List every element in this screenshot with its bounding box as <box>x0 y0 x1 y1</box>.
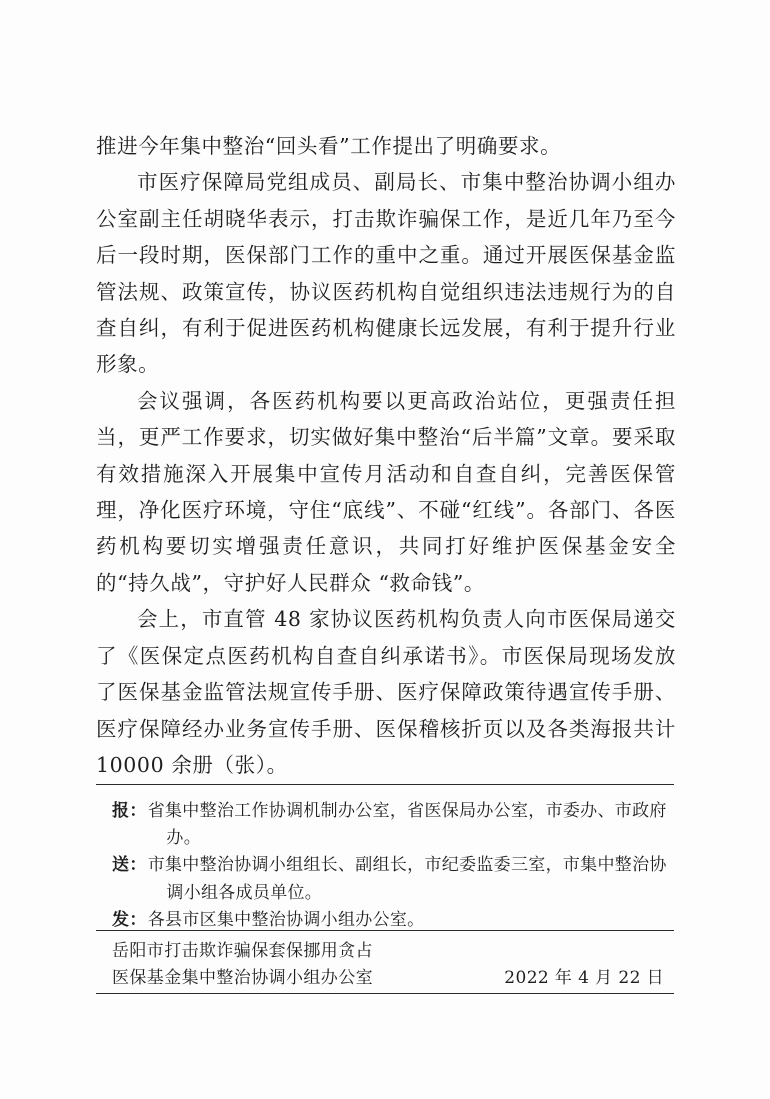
divider-bottom <box>96 993 674 994</box>
divider-middle <box>96 930 674 931</box>
issuer-org-line1: 岳阳市打击欺诈骗保套保挪用贪占 <box>112 941 373 961</box>
issue-date: 2022 年 4 月 22 日 <box>504 968 664 988</box>
paragraph-meeting-emphasis: 会议强调，各医药机构要以更高政治站位，更强责任担当，更严工作要求，切实做好集中整治“后半篇”文章。要采取有效措施深入开展集中宣传月活动和自查自纠，完善医保管理，净化医疗环境，守住“底线”、不碰“红线”。各部门、各医药机构要切实增强责任意识，共同打好维护医保基金安全的“持久战”，守护好人民群众 “救命钱”。 <box>96 388 676 595</box>
paragraph-continuation: 推进今年集中整治“回头看”工作提出了明确要求。 <box>96 134 562 158</box>
body-text <box>96 128 676 783</box>
issue-recipients: 各县市区集中整治协调小组办公室。 <box>147 909 425 930</box>
paragraph-statement: 市医疗保障局党组成员、副局长、市集中整治协调小组办公室副主任胡晓华表示，打击欺诈骗保工作，是近几年乃至今后一段时期，医保部门工作的重中之重。通过开展医保基金监管法规、政策宣传，协议医药机构自觉组织违法违规行为的自查自纠，有利于促进医药机构健康长远发展，有利于提升行业形象。 <box>96 170 676 377</box>
distribution-list <box>112 798 672 934</box>
send-recipients: 市集中整治协调小组组长、副组长，市纪委监委三室，市集中整治协调小组各成员单位。 <box>147 855 667 903</box>
report-recipients: 省集中整治工作协调机制办公室，省医保局办公室，市委办、市政府办。 <box>147 801 667 849</box>
distribution-report <box>112 798 672 852</box>
paragraph-pledge: 会上，市直管 48 家协议医药机构负责人向市医保局递交了《医保定点医药机构自查自纠承诺书》。市医保局现场发放了医保基金监管法规宣传手册、医疗保障政策待遇宣传手册、医疗保障经办业务宣传手册、医保稽核折页以及各类海报共计 10000 余册（张）。 <box>96 607 676 777</box>
issuer-org-line2: 医保基金集中整治协调小组办公室 <box>112 968 373 988</box>
send-label: 送： <box>112 855 147 876</box>
issuer-org-line2-row <box>112 965 668 992</box>
issuer-footer <box>112 938 668 992</box>
report-label: 报： <box>112 801 147 821</box>
divider-top <box>96 784 674 785</box>
distribution-send <box>112 852 672 906</box>
issue-label: 发： <box>112 909 147 930</box>
